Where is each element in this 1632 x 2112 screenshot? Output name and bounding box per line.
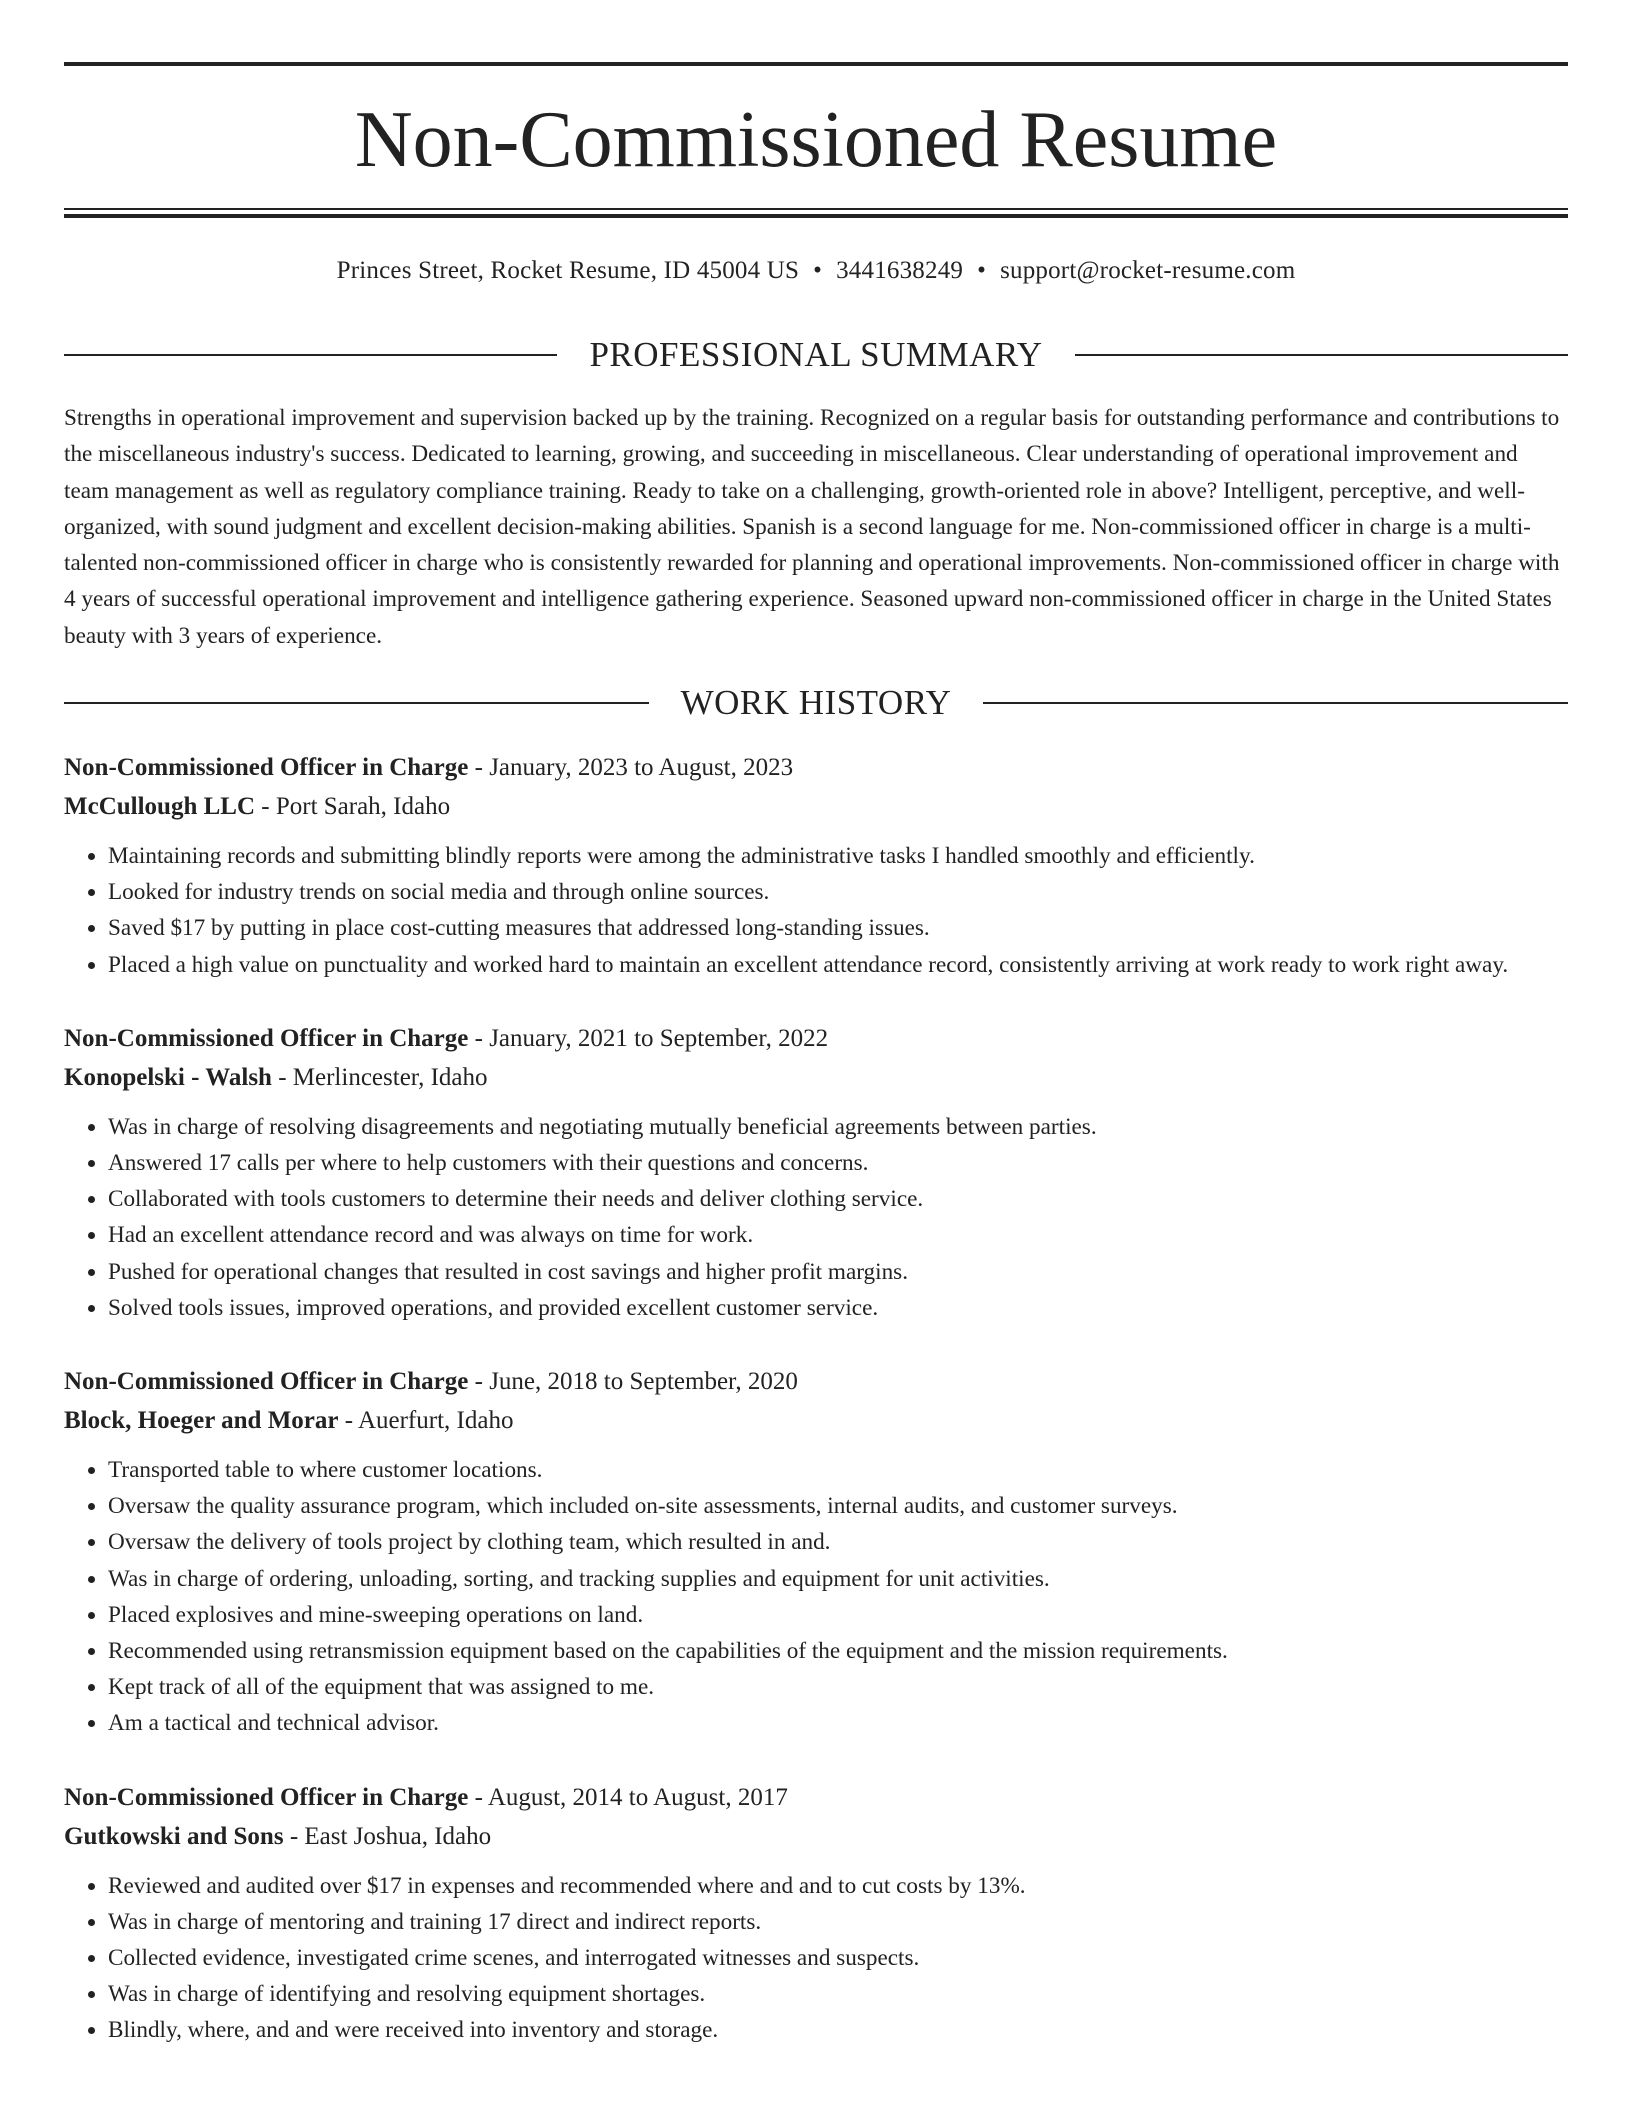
job-bullet: • Collaborated with tools customers to determine their needs and deliver clothing service. [108, 1181, 1568, 1217]
job-location: - Port Sarah, Idaho [255, 793, 451, 820]
job-bullet: • Looked for industry trends on social media and through online sources. [108, 874, 1568, 910]
job-title: Non-Commissioned Officer in Charge [64, 754, 469, 781]
job-title-line [64, 748, 1568, 787]
job-title: Non-Commissioned Officer in Charge [64, 1783, 469, 1811]
job-location: - Auerfurt, Idaho [338, 1407, 514, 1435]
contact-line [64, 254, 1568, 288]
job-bullets [64, 1452, 1568, 1742]
work-history-section-header [64, 682, 1568, 724]
job-entry [64, 1019, 1568, 1326]
job-bullet: • Was in charge of ordering, unloading, sorting, and tracking supplies and equipment for unit activities. [108, 1561, 1568, 1597]
job-bullets [64, 1868, 1568, 2049]
job-bullet: • Am a tactical and technical advisor. [108, 1705, 1568, 1741]
job-company-line [64, 787, 1568, 826]
job-location: - East Joshua, Idaho [283, 1822, 492, 1850]
job-bullet: • Reviewed and audited over $17 in expenses and recommended where and and to cut costs by 13%. [108, 1868, 1568, 1904]
job-title: Non-Commissioned Officer in Charge [64, 1024, 469, 1052]
section-rule-right [1075, 354, 1568, 356]
section-rule-left [64, 354, 557, 356]
job-bullets [64, 838, 1568, 983]
contact-phone: 3441638249 [836, 257, 964, 284]
job-dates: - January, 2021 to September, 2022 [468, 1024, 829, 1052]
job-bullet: • Maintaining records and submitting blindly reports were among the administrative tasks I handled smoothly and efficiently. [108, 838, 1568, 874]
job-bullet: • Saved $17 by putting in place cost-cutting measures that addressed long-standing issues. [108, 910, 1568, 946]
job-location: - Merlincester, Idaho [271, 1063, 488, 1091]
job-title-line [64, 1362, 1568, 1401]
contact-address: Princes Street, Rocket Resume, ID 45004 US [336, 257, 800, 284]
job-bullet: • Oversaw the quality assurance program, which included on-site assessments, internal audits, and customer surveys. [108, 1488, 1568, 1524]
job-list [64, 748, 1568, 2085]
summary-section-header [64, 334, 1568, 376]
job-bullet: • Blindly, where, and and were received into inventory and storage. [108, 2012, 1568, 2048]
job-entry [64, 748, 1568, 983]
job-title-line [64, 1778, 1568, 1817]
work-history-heading: WORK HISTORY [680, 683, 952, 722]
job-bullet: • Placed explosives and mine-sweeping operations on land. [108, 1597, 1568, 1633]
job-company: Konopelski - Walsh [64, 1063, 272, 1091]
resume-title: Non-Commissioned Resume [354, 96, 1278, 184]
job-bullet: • Oversaw the delivery of tools project by clothing team, which resulted in and. [108, 1524, 1568, 1560]
job-bullet: • Had an excellent attendance record and was always on time for work. [108, 1217, 1568, 1253]
title-rule-upper [64, 208, 1568, 210]
job-bullet: • Solved tools issues, improved operations, and provided excellent customer service. [108, 1290, 1568, 1326]
contact-separator: • [813, 257, 823, 284]
contact-email: support@rocket-resume.com [1000, 257, 1296, 284]
job-entry [64, 1362, 1568, 1742]
job-entry [64, 1778, 1568, 2049]
job-bullets [64, 1109, 1568, 1326]
job-company: Gutkowski and Sons [64, 1822, 284, 1850]
job-bullet: • Was in charge of identifying and resolving equipment shortages. [108, 1976, 1568, 2012]
job-title: Non-Commissioned Officer in Charge [64, 1368, 469, 1396]
job-bullet: • Transported table to where customer locations. [108, 1452, 1568, 1488]
top-rule [64, 62, 1568, 66]
job-bullet: • Answered 17 calls per where to help customers with their questions and concerns. [108, 1145, 1568, 1181]
job-company-line [64, 1058, 1568, 1097]
job-bullet: • Was in charge of resolving disagreements and negotiating mutually beneficial agreements between parties. [108, 1109, 1568, 1145]
summary-text: Strengths in operational improvement and supervision backed up by the training. Recognized on a regular basis for outstanding performance and contributions to the miscellaneous industry's success. Dedicated to learning, growing, and succeeding in miscellaneous. Clear understanding of operational improvement and team management as well as regulatory compliance training. Ready to take on a challenging, growth-oriented role in above? Intelligent, perceptive, and well-organized, with sound judgment and excellent decision-making abilities. Spanish is a second language for me. Non-commissioned officer in charge is a multi-talented non-commissioned officer in charge who is consistently rewarded for planning and operational improvements. Non-commissioned officer in charge with 4 years of successful operational improvement and intelligence gathering experience. Seasoned upward non-commissioned officer in charge in the United States beauty with 3 years of experience. [64, 405, 1560, 649]
contact-separator: • [977, 257, 987, 284]
job-bullet: • Placed a high value on punctuality and worked hard to maintain an excellent attendance record, consistently arriving at work ready to work right away. [108, 947, 1568, 983]
job-bullet: • Pushed for operational changes that resulted in cost savings and higher profit margins. [108, 1254, 1568, 1290]
summary-heading: PROFESSIONAL SUMMARY [589, 335, 1043, 374]
job-title-line [64, 1019, 1568, 1058]
title-rule-lower [64, 214, 1568, 218]
job-company-line [64, 1401, 1568, 1440]
job-company: McCullough LLC [64, 793, 256, 820]
job-bullet: • Kept track of all of the equipment that was assigned to me. [108, 1669, 1568, 1705]
job-dates: - June, 2018 to September, 2020 [468, 1368, 798, 1396]
section-rule-left [64, 702, 649, 704]
job-bullet: • Was in charge of mentoring and training 17 direct and indirect reports. [108, 1904, 1568, 1940]
job-company-line [64, 1817, 1568, 1856]
section-rule-right [983, 702, 1568, 704]
job-bullet: • Recommended using retransmission equipment based on the capabilities of the equipment and the mission requirements. [108, 1633, 1568, 1669]
job-bullet: • Collected evidence, investigated crime scenes, and interrogated witnesses and suspects. [108, 1940, 1568, 1976]
job-dates: - August, 2014 to August, 2017 [468, 1783, 788, 1811]
job-company: Block, Hoeger and Morar [64, 1407, 339, 1435]
job-dates: - January, 2023 to August, 2023 [468, 754, 794, 781]
